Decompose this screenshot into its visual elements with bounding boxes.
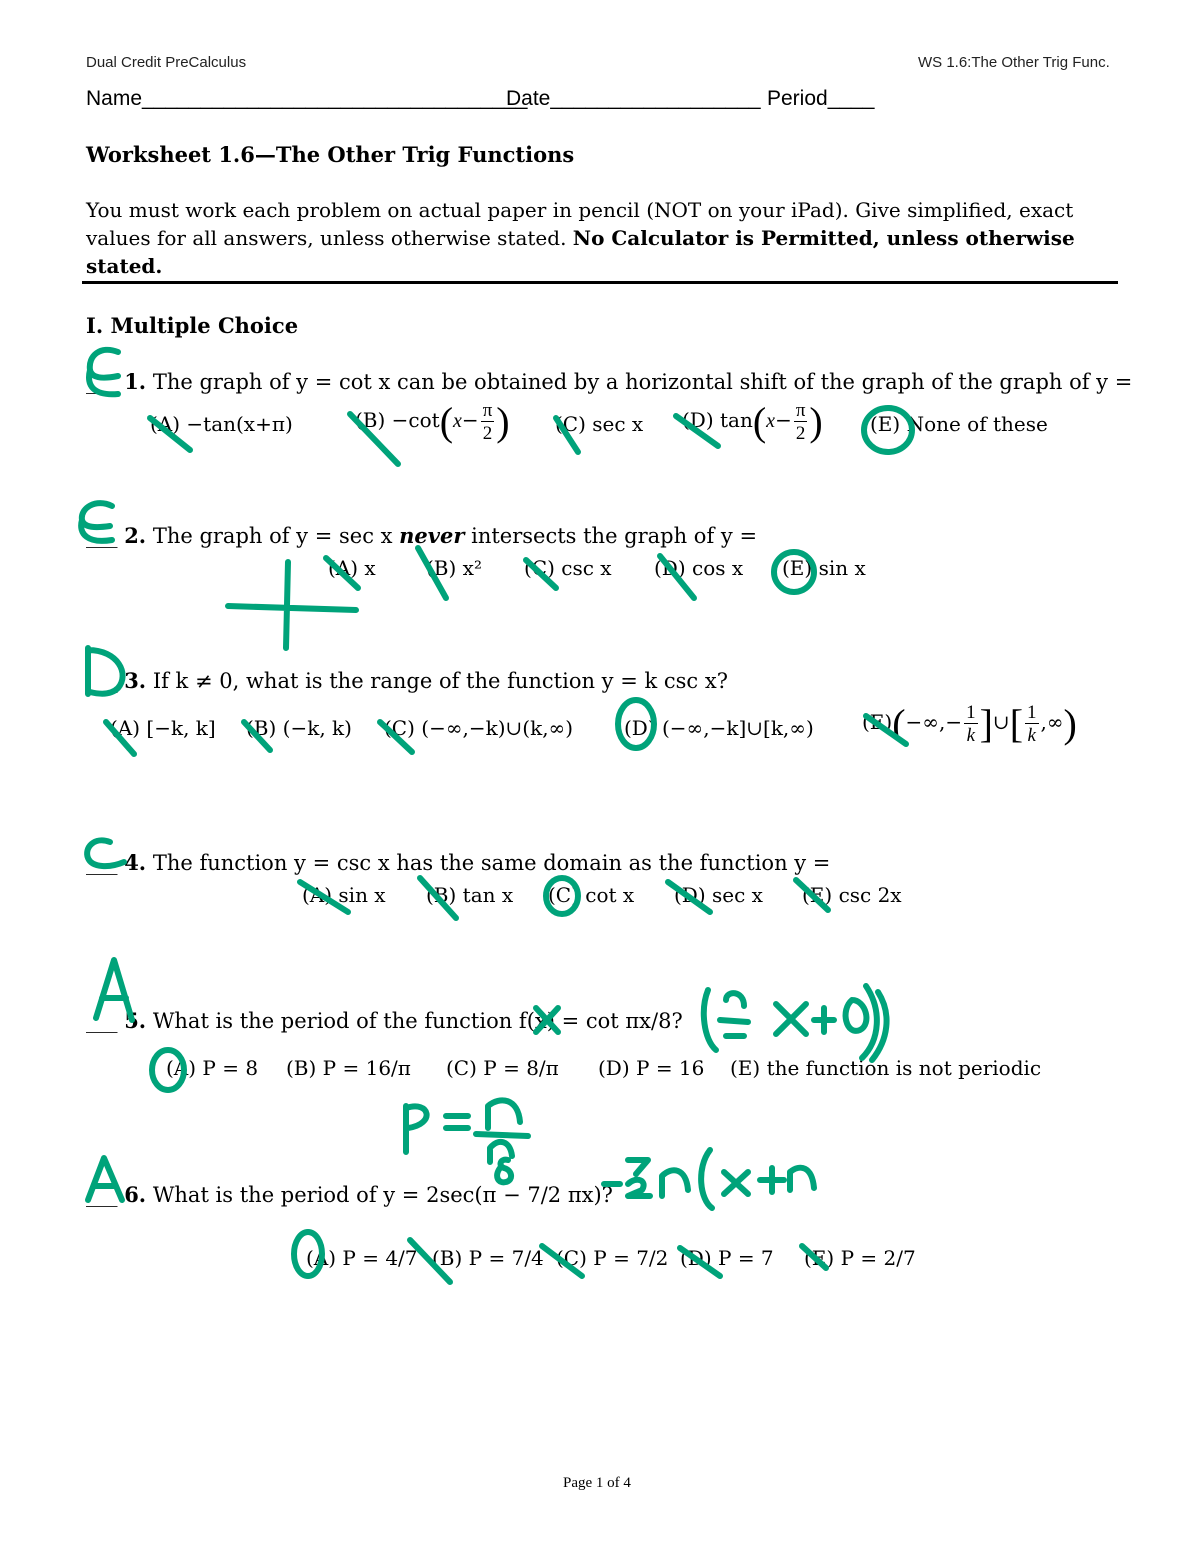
question-text: What is the period of the function f(x) = cot πx/8?	[152, 1009, 683, 1033]
q6-option-b: (B) P = 7/4	[432, 1246, 544, 1270]
answer-blank: ___	[86, 524, 118, 548]
worksheet-code: WS 1.6:The Other Trig Func.	[918, 54, 1110, 71]
divider	[82, 281, 1118, 284]
q1-option-b: (B) −cot(x− $\frac{\pi}{2}$ )	[355, 399, 510, 444]
course-name: Dual Credit PreCalculus	[86, 54, 247, 71]
question-2	[86, 523, 757, 548]
q3-option-e: (E)(−∞,− $\frac{1}{k}$ ]∪[ $\frac{1}{k}$ ,∞)	[862, 701, 1077, 746]
q6-option-a: (A) P = 4/7	[306, 1246, 418, 1270]
question-number: 5.	[124, 1008, 147, 1033]
worksheet-title: Worksheet 1.6—The Other Trig Functions	[86, 142, 575, 167]
q2-option-c: (C) csc x	[524, 556, 612, 580]
instructions-line2	[86, 226, 1075, 250]
instructions-line1: You must work each problem on actual paper in pencil (NOT on your iPad). Give simplified, exact	[86, 198, 1074, 222]
date-field: Date__________________	[506, 87, 761, 110]
name-field: Name_________________________________	[86, 87, 528, 110]
answer-blank: ___	[86, 851, 118, 875]
question-text: The function y = csc x has the same domain as the function y =	[152, 851, 831, 875]
q1-option-e: (E) None of these	[870, 412, 1048, 436]
q6-option-e: (E) P = 2/7	[804, 1246, 916, 1270]
question-text: What is the period of y = 2sec(π − 7/2 πx)?	[152, 1183, 613, 1207]
instructions-line2-plain: values for all answers, unless otherwise stated.	[86, 226, 573, 250]
answer-blank: ___	[86, 370, 118, 394]
q3-option-c: (C) (−∞,−k)∪(k,∞)	[384, 716, 574, 740]
q4-option-e: (E) csc 2x	[802, 883, 902, 907]
q1-option-a: (A) −tan(x+π)	[150, 412, 293, 436]
q2-option-a: (A) x	[328, 556, 376, 580]
q5-option-d: (D) P = 16	[598, 1056, 705, 1080]
answer-blank: ___	[86, 1009, 118, 1033]
q5-option-c: (C) P = 8/π	[446, 1056, 559, 1080]
q3-option-a: (A) [−k, k]	[110, 716, 216, 740]
question-text-after: intersects the graph of y =	[464, 524, 758, 548]
question-5	[86, 1008, 683, 1033]
q6-option-d: (D) P = 7	[680, 1246, 774, 1270]
answer-blank: ___	[86, 669, 118, 693]
question-number: 6.	[124, 1182, 147, 1207]
question-text-before: The graph of y = sec x	[152, 524, 400, 548]
q3-option-d: (D) (−∞,−k]∪[k,∞)	[624, 716, 814, 740]
q2-option-b: (B) x²	[426, 556, 482, 580]
instructions-line3: stated.	[86, 254, 163, 278]
q4-option-a: (A) sin x	[302, 883, 386, 907]
q2-option-d: (D) cos x	[654, 556, 744, 580]
handwritten-period-q5	[406, 1100, 528, 1182]
q3-option-b: (B) (−k, k)	[246, 716, 352, 740]
q5-option-b: (B) P = 16/π	[286, 1056, 411, 1080]
q1-option-d: (D) tan(x− $\frac{\pi}{2}$ )	[682, 399, 823, 444]
question-1	[86, 369, 1132, 394]
page-number: Page 1 of 4	[563, 1475, 631, 1491]
q4-option-d: (D) sec x	[674, 883, 763, 907]
handwritten-work-q6	[604, 1150, 814, 1208]
handwritten-work-q5	[704, 986, 887, 1060]
question-text: The graph of y = cot x can be obtained by a horizontal shift of the graph of the graph of y =	[152, 370, 1133, 394]
question-number: 4.	[124, 850, 147, 875]
q5-option-a: (A) P = 8	[166, 1056, 259, 1080]
question-number: 2.	[124, 523, 147, 548]
question-text-emphasis: never	[399, 523, 465, 548]
question-text: If k ≠ 0, what is the range of the function y = k csc x?	[152, 669, 728, 693]
question-number: 3.	[124, 668, 147, 693]
q5-option-e: (E) the function is not periodic	[730, 1056, 1042, 1080]
period-field: Period____	[767, 87, 875, 110]
q1-option-c: (C) sec x	[555, 412, 644, 436]
q4-option-b: (B) tan x	[426, 883, 514, 907]
q4-option-c: (C) cot x	[548, 883, 635, 907]
question-number: 1.	[124, 369, 147, 394]
question-4	[86, 850, 830, 875]
q2-option-e: (E) sin x	[782, 556, 866, 580]
q6-option-c: (C) P = 7/2	[556, 1246, 669, 1270]
question-3	[86, 668, 728, 693]
question-6	[86, 1182, 613, 1207]
instructions-line2-bold: No Calculator is Permitted, unless otherwise	[572, 226, 1075, 250]
answer-blank: ___	[86, 1183, 118, 1207]
section-heading: I. Multiple Choice	[86, 313, 299, 338]
